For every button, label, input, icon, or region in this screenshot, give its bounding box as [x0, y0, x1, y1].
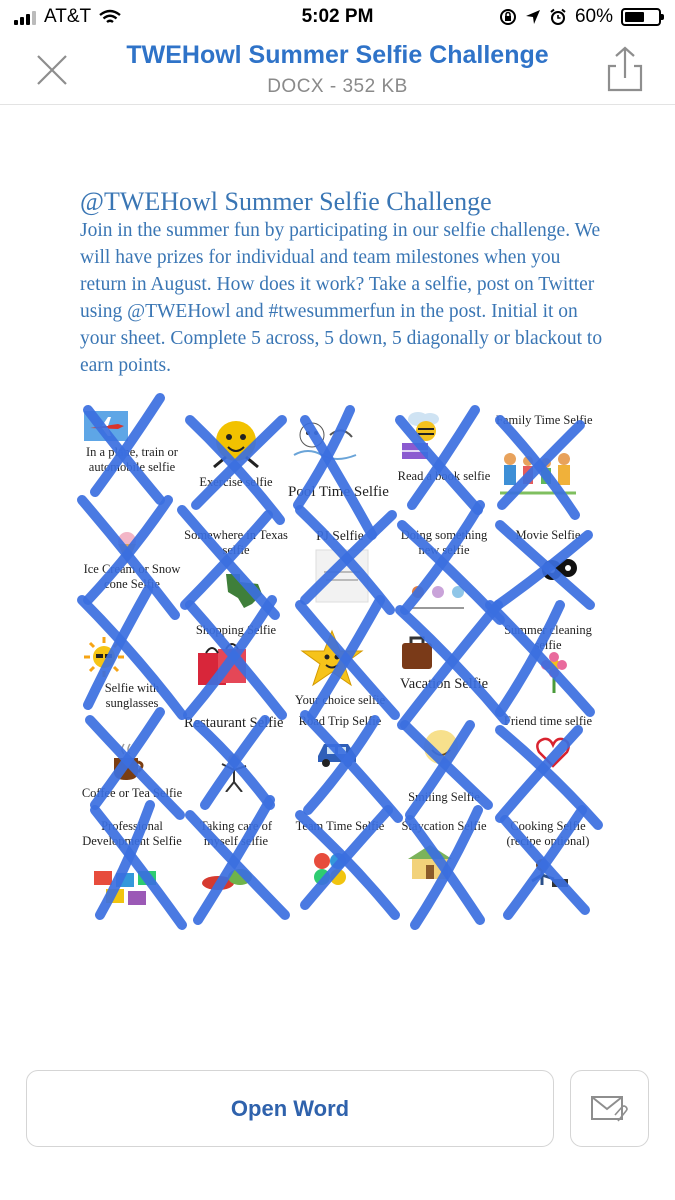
bingo-cell-label: Team Time Selfie	[295, 819, 385, 833]
waiter-icon	[214, 752, 254, 792]
document-body: Join in the summer fun by participating in our selfie challenge. We will have prizes for individual and team milestones when you return in August. How does it work? Take a selfie, post on Twitter using @TWEHowl and #twesummerfun in the post. Initial it on your sheet. Complete 5 across, 5 down, 5 diagonally or blackout to earn points.	[80, 220, 603, 376]
battery-icon	[621, 8, 661, 26]
bingo-cell-label: Restaurant Selfie	[184, 715, 284, 731]
bingo-cell	[80, 508, 184, 611]
bingo-cell-label: Shopping Selfie	[195, 623, 277, 637]
document-heading: @TWEHowl Summer Selfie Challenge	[80, 187, 492, 216]
ice-cream-icon	[112, 530, 142, 564]
bingo-cell	[392, 405, 496, 508]
status-bar	[0, 0, 675, 36]
bingo-cell	[288, 405, 392, 508]
bingo-cell	[184, 508, 288, 611]
bingo-cell	[80, 611, 184, 714]
close-button[interactable]	[30, 48, 74, 92]
bingo-cell-label: Road Trip Selfie	[298, 714, 382, 728]
bingo-cell-label: Doing something new selfie	[400, 528, 488, 557]
bingo-grid	[80, 405, 600, 920]
cooking-icon	[522, 857, 572, 897]
mail-icon	[590, 1093, 630, 1125]
film-reel-icon	[540, 556, 580, 586]
bingo-cell-label: Smiling Selfie	[408, 790, 480, 804]
bingo-cell	[80, 714, 184, 817]
bingo-cell-label: In a plane, train or automobile selfie	[86, 445, 178, 474]
bingo-cell	[288, 817, 392, 920]
bingo-cell-label: Taking care of myself selfie	[199, 819, 272, 848]
bingo-cell-label: Read a book selfie	[397, 469, 491, 483]
bingo-cell-label: Family Time Selfie	[496, 413, 593, 427]
family-icon	[498, 445, 578, 500]
bingo-cell	[496, 611, 600, 714]
pajamas-icon	[314, 548, 370, 604]
open-word-button[interactable]	[26, 1070, 554, 1147]
bingo-cell-label: Exercise selfie	[199, 475, 273, 489]
self-care-icon	[198, 853, 258, 893]
bingo-cell	[184, 611, 288, 714]
status-right	[499, 6, 661, 28]
bingo-cell	[184, 817, 288, 920]
flower-icon	[536, 651, 572, 695]
carrier-label: AT&T	[44, 6, 92, 27]
bingo-cell-label: Your choice selfie	[294, 693, 386, 707]
bingo-cell	[80, 405, 184, 508]
bingo-cell-label: Movie Selfie	[515, 528, 581, 542]
bingo-cell-label: Pool Time Selfie	[288, 484, 389, 500]
bingo-cell	[392, 714, 496, 817]
staycation-icon	[402, 843, 462, 883]
bingo-cell-label: Summer cleaning selfie	[504, 623, 592, 652]
coffee-cup-icon	[112, 742, 148, 782]
pool-icon	[290, 415, 360, 465]
bingo-cell-label: Cooking Selfie (recipe optional)	[506, 819, 590, 848]
bingo-cell-label: Vacation Selfie	[399, 676, 489, 692]
texas-icon	[222, 570, 266, 610]
learning-icon	[92, 867, 162, 907]
shopping-bag-icon	[194, 641, 250, 687]
bingo-cell	[288, 508, 392, 611]
status-time: 5:02 PM	[301, 6, 374, 27]
new-activity-icon	[408, 580, 468, 610]
bingo-cell-label: Friend time selfie	[503, 714, 593, 728]
bingo-cell-label: PJ Selfie	[316, 528, 364, 543]
bingo-cell	[80, 817, 184, 920]
bingo-cell	[392, 611, 496, 714]
bingo-cell	[184, 714, 288, 817]
bingo-cell	[184, 405, 288, 508]
exercise-icon	[206, 413, 266, 473]
bingo-cell-label: Staycation Selfie	[401, 819, 487, 833]
bingo-cell	[392, 817, 496, 920]
battery-percent: 60%	[574, 6, 613, 27]
location-icon	[525, 9, 541, 25]
bingo-cell	[392, 508, 496, 611]
bingo-cell-label: Selfie with sunglasses	[104, 681, 160, 710]
suitcase-icon	[398, 633, 438, 673]
screen-lock-icon	[499, 8, 517, 26]
document-subtitle: DOCX - 352 KB	[267, 76, 408, 97]
bingo-cell-label: Coffee or Tea Selfie	[81, 786, 183, 800]
bingo-cell	[288, 714, 392, 817]
airplane-icon	[84, 411, 128, 441]
email-button[interactable]	[570, 1070, 649, 1147]
smile-icon	[420, 726, 462, 768]
bingo-cell-label: Ice Cream or Snow cone Selfie	[83, 562, 181, 591]
close-icon	[30, 48, 74, 92]
share-button[interactable]	[603, 44, 647, 94]
sun-icon	[82, 635, 126, 679]
bingo-cell	[496, 405, 600, 508]
bingo-cell-label: Somewhere in Texas selfie	[184, 528, 288, 557]
bee-book-icon	[396, 409, 448, 464]
bingo-cell	[496, 714, 600, 817]
heart-icon	[536, 736, 570, 768]
document-header	[0, 36, 675, 105]
team-icon	[308, 847, 352, 891]
bingo-cell-label: Professional Development Selfie	[82, 819, 182, 848]
share-icon	[603, 44, 647, 94]
car-icon	[314, 734, 360, 768]
bingo-cell	[288, 611, 392, 714]
open-word-label: Open Word	[230, 1095, 350, 1121]
document-title: TWEHowl Summer Selfie Challenge	[126, 41, 549, 69]
bingo-cell	[496, 508, 600, 611]
bingo-cell	[496, 817, 600, 920]
star-icon	[294, 629, 370, 691]
alarm-icon	[549, 8, 567, 26]
document-text	[80, 186, 610, 379]
